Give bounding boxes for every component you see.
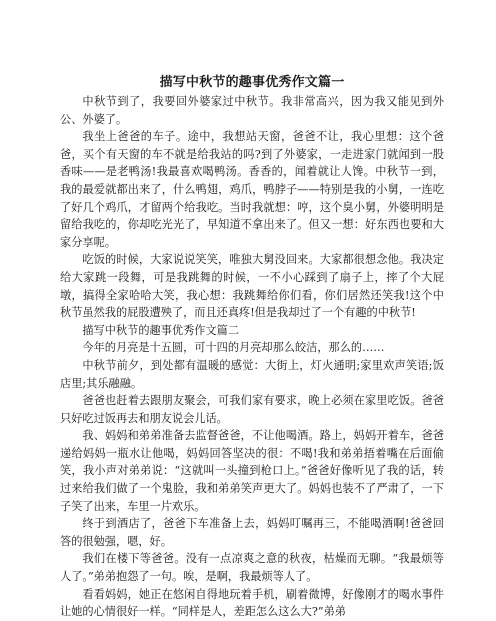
paragraph: 今年的月亮是十五圆，可十四的月亮却那么皎洁，那么的…… xyxy=(82,341,385,355)
essay-body xyxy=(60,74,444,621)
paragraph: 我们在楼下等爸爸。没有一点凉爽之意的秋夜，枯燥而无聊。“我最烦等人了。”弟弟抱怨了一句。唉，是啊，我最烦等人了。 xyxy=(60,552,444,584)
essay-title: 描写中秋节的趣事优秀作文篇一 xyxy=(159,75,345,90)
paragraph: 中秋节前夕，到处都有温暖的感觉：大街上，灯火通明;家里欢声笑语;饭店里;其乐融融。 xyxy=(60,358,444,390)
paragraph: 终于到酒店了，爸爸下车准备上去，妈妈叮嘱再三，不能喝酒啊!爸爸回答的很勉强，嗯，好。 xyxy=(60,517,444,548)
paragraph: 中秋节到了，我要回外婆家过中秋节。我非常高兴，因为我又能见到外公、外婆了。 xyxy=(60,95,444,126)
paragraph: 爸爸也赶着去跟朋友聚会，可我们家有要求，晚上必须在家里吃饭。爸爸只好吃过饭再去和朋友说会儿话。 xyxy=(60,394,444,425)
paragraph: 吃饭的时候，大家说说笑笑，唯独大舅没回来。大家都很想念他。我决定给大家跳一段舞，可是我跳舞的时候，一不小心踩到了扇子上，摔了个大屁墩，搞得全家哈哈大笑，我心想：我跳舞给你们看，你们居然还笑我!这个中秋节虽然我的屁股遭殃了，而且还真疼!但是我却过了一个有趣的中秋节! xyxy=(60,253,444,320)
essay-subtitle: 描写中秋节的趣事优秀作文篇二 xyxy=(82,323,240,337)
paragraph: 我、妈妈和弟弟准备去监督爸爸，不让他喝酒。路上，妈妈开着车，爸爸递给妈妈一瓶水让他喝，妈妈回答坚决的很：不喝!我和弟弟捂着嘴在后面偷笑，我小声对弟弟说：“这就叫一头撞到枪口上。”爸爸好像听见了我的话，转过来给我们做了一个鬼脸，我和弟弟笑声更大了。妈妈也装不了严肃了，一下子笑了出来，车里一片欢乐。 xyxy=(60,429,444,513)
paragraph: 我坐上爸爸的车子。途中，我想站天窗，爸爸不让，我心里想：这个爸爸，买个有天窗的车不就是给我站的吗?到了外婆家，一走进家门就闻到一股香味——是老鸭汤!我最喜欢喝鸭汤。香香的，闻着就让人馋。中秋节一到，我的最爱就都出来了，什么鸭翅，鸡爪，鸭脖子——特别是我的小舅，一连吃了好几个鸡爪，才留两个给我吃。当时我就想：哼，这个臭小舅，外婆明明是留给我吃的，你却吃光光了，早知道不拿出来了。但又一想：好东西也要和大家分享呢。 xyxy=(60,130,444,249)
paragraph: 看看妈妈，她正在悠闲自得地玩着手机，刷着微博，好像刚才的喝水事件让她的心情很好一样。“同样是人，差距怎么这么大?”弟弟 xyxy=(60,587,444,619)
